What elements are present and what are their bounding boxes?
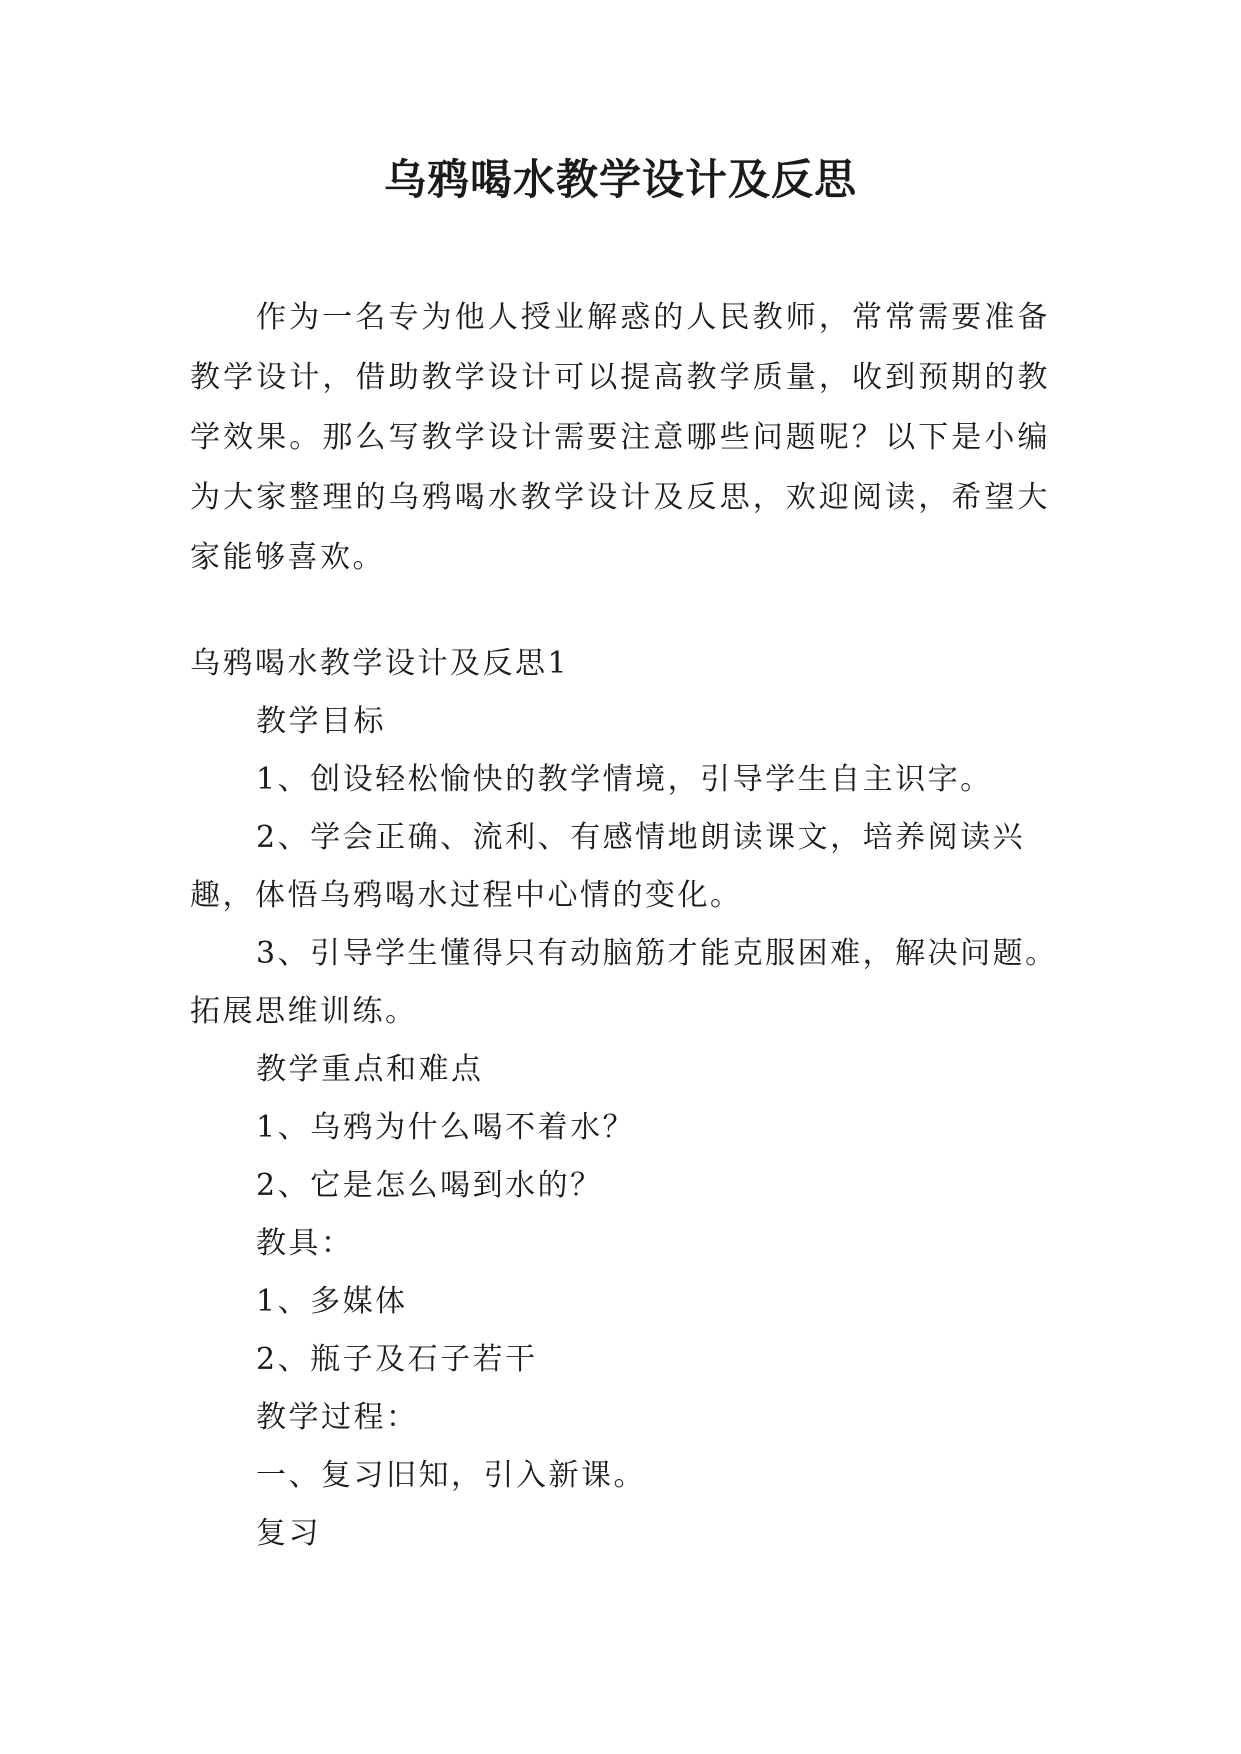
process-review: 复习 [256, 1516, 321, 1551]
intro-paragraph: 作为一名专为他人授业解惑的人民教师，常常需要准备教学设计，借助教学设计可以提高教学质量，收到预期的教学效果。那么写教学设计需要注意哪些问题呢？以下是小编为大家整理的乌鸦喝水教学设计及反思，欢迎阅读，希望大家能够喜欢。 [190, 300, 1050, 575]
key-point-1: 1、乌鸦为什么喝不着水？ [256, 1110, 636, 1145]
aid-item-2: 2、瓶子及石子若干 [256, 1342, 538, 1377]
goal-item-3: 3、引导学生懂得只有动脑筋才能克服困难，解决问题。拓展思维训练。 [190, 936, 1058, 1029]
subheading-teaching-process: 教学过程： [256, 1400, 419, 1435]
process-step-1: 一、复习旧知，引入新课。 [256, 1458, 646, 1493]
section-heading: 乌鸦喝水教学设计及反思1 [190, 646, 570, 681]
document-title: 乌鸦喝水教学设计及反思 [383, 155, 857, 204]
section-1 [190, 635, 1070, 1563]
goal-item-1: 1、创设轻松愉快的教学情境，引导学生自主识字。 [256, 762, 993, 797]
key-point-2: 2、它是怎么喝到水的？ [256, 1168, 603, 1203]
subheading-teaching-aids: 教具： [256, 1226, 354, 1261]
subheading-key-points: 教学重点和难点 [256, 1052, 484, 1087]
subheading-teaching-goals: 教学目标 [256, 704, 386, 739]
goal-item-2: 2、学会正确、流利、有感情地朗读课文，培养阅读兴趣，体悟乌鸦喝水过程中心情的变化。 [190, 820, 1026, 913]
aid-item-1: 1、多媒体 [256, 1284, 408, 1319]
